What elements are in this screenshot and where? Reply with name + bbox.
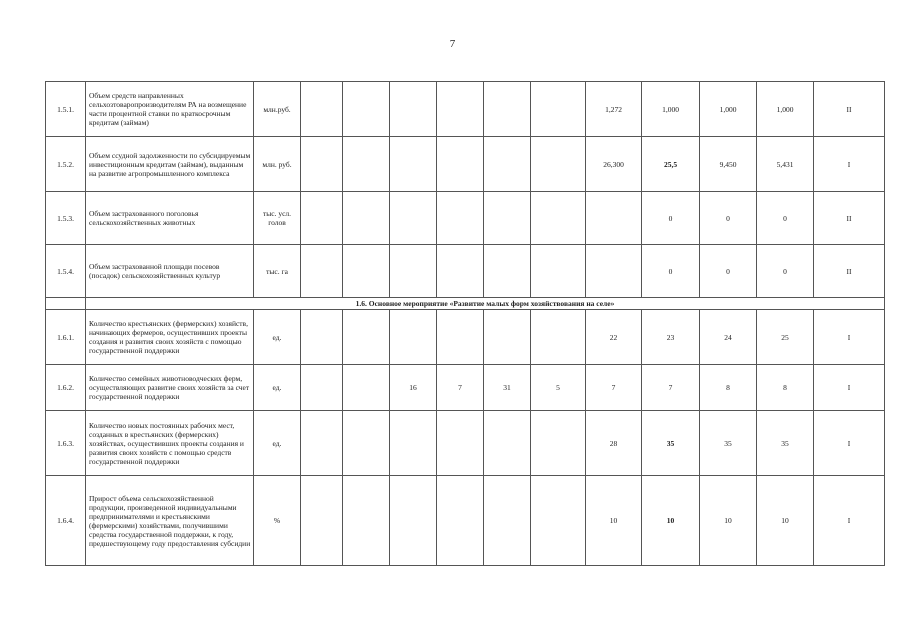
table-row (46, 82, 885, 137)
indicator-description: Объем средств направленных сельхозтоваропроизводителям РА на возмещение части процентной ставки по краткосрочным кредитам (займам) (86, 82, 254, 137)
value-cell (531, 192, 586, 245)
value-cell (484, 245, 531, 298)
value-cell (343, 82, 390, 137)
value-cell (531, 82, 586, 137)
value-cell: 0 (700, 245, 757, 298)
value-cell (586, 192, 642, 245)
value-cell (484, 411, 531, 476)
category-cell: I (814, 365, 885, 411)
value-cell: 25,5 (642, 137, 700, 192)
value-cell (301, 137, 343, 192)
unit-cell: % (254, 476, 301, 566)
value-cell (531, 137, 586, 192)
section-blank-cell (46, 298, 86, 310)
value-cell (531, 476, 586, 566)
value-cell: 25 (757, 310, 814, 365)
table-row (46, 137, 885, 192)
value-cell: 31 (484, 365, 531, 411)
row-number: 1.6.3. (46, 411, 86, 476)
value-cell: 7 (437, 365, 484, 411)
value-cell (437, 82, 484, 137)
unit-cell: млн.руб. (254, 82, 301, 137)
indicator-description: Прирост объема сельскохозяйственной продукции, произведенной индивидуальными предпринимателями и крестьянскими (фермерскими) хозяйствами, получившими средства государственной поддержки, к году, предшествующему году предоставления субсидии (86, 476, 254, 566)
category-cell: II (814, 192, 885, 245)
unit-cell: ед. (254, 411, 301, 476)
value-cell: 7 (642, 365, 700, 411)
page-number: 7 (449, 38, 456, 50)
indicator-description: Количество новых постоянных рабочих мест, созданных в крестьянских (фермерских) хозяйствах, осуществивших проекты создания и развития своих хозяйств с помощью средств государственной поддержки (86, 411, 254, 476)
value-cell: 1,000 (757, 82, 814, 137)
value-cell: 24 (700, 310, 757, 365)
value-cell (343, 192, 390, 245)
value-cell: 0 (700, 192, 757, 245)
unit-cell: ед. (254, 365, 301, 411)
table-row (46, 411, 885, 476)
value-cell (343, 411, 390, 476)
value-cell (301, 245, 343, 298)
value-cell (343, 310, 390, 365)
table-row (46, 245, 885, 298)
value-cell (343, 476, 390, 566)
indicator-description: Объем застрахованного поголовья сельскохозяйственных животных (86, 192, 254, 245)
value-cell: 26,300 (586, 137, 642, 192)
value-cell (343, 137, 390, 192)
value-cell (531, 245, 586, 298)
value-cell (390, 310, 437, 365)
value-cell (437, 476, 484, 566)
value-cell (390, 137, 437, 192)
section-header: 1.6. Основное мероприятие «Развитие малых форм хозяйствования на селе» (86, 298, 885, 310)
value-cell (437, 137, 484, 192)
value-cell (437, 310, 484, 365)
table-row (46, 310, 885, 365)
value-cell (484, 310, 531, 365)
value-cell: 5,431 (757, 137, 814, 192)
value-cell: 16 (390, 365, 437, 411)
value-cell: 10 (586, 476, 642, 566)
row-number: 1.6.1. (46, 310, 86, 365)
table-body-before (46, 82, 885, 298)
category-cell: I (814, 411, 885, 476)
value-cell (484, 476, 531, 566)
value-cell: 5 (531, 365, 586, 411)
value-cell: 8 (757, 365, 814, 411)
row-number: 1.5.2. (46, 137, 86, 192)
value-cell (484, 82, 531, 137)
value-cell (437, 192, 484, 245)
unit-cell: ед. (254, 310, 301, 365)
value-cell: 22 (586, 310, 642, 365)
table-row (46, 476, 885, 566)
value-cell: 10 (757, 476, 814, 566)
value-cell: 1,272 (586, 82, 642, 137)
category-cell: I (814, 476, 885, 566)
row-number: 1.5.4. (46, 245, 86, 298)
value-cell (301, 476, 343, 566)
category-cell: I (814, 310, 885, 365)
value-cell: 23 (642, 310, 700, 365)
value-cell (390, 192, 437, 245)
value-cell: 0 (757, 192, 814, 245)
category-cell: I (814, 137, 885, 192)
indicator-description: Количество семейных животноводческих ферм, осуществляющих развитие своих хозяйств за счет государственной поддержки (86, 365, 254, 411)
value-cell (390, 411, 437, 476)
value-cell: 35 (757, 411, 814, 476)
category-cell: II (814, 245, 885, 298)
value-cell: 9,450 (700, 137, 757, 192)
row-number: 1.6.2. (46, 365, 86, 411)
value-cell: 35 (700, 411, 757, 476)
value-cell: 0 (642, 192, 700, 245)
indicator-description: Объем застрахованной площади посевов (посадок) сельскохозяйственных культур (86, 245, 254, 298)
unit-cell: тыс. усл. голов (254, 192, 301, 245)
category-cell: II (814, 82, 885, 137)
value-cell (484, 137, 531, 192)
value-cell: 1,000 (700, 82, 757, 137)
value-cell: 0 (757, 245, 814, 298)
value-cell: 35 (642, 411, 700, 476)
value-cell: 10 (700, 476, 757, 566)
section-row-group (46, 298, 885, 310)
value-cell: 28 (586, 411, 642, 476)
table-row (46, 365, 885, 411)
row-number: 1.6.4. (46, 476, 86, 566)
value-cell: 1,000 (642, 82, 700, 137)
table-body-after (46, 310, 885, 566)
table-row (46, 192, 885, 245)
value-cell (390, 82, 437, 137)
value-cell (484, 192, 531, 245)
unit-cell: млн. руб. (254, 137, 301, 192)
unit-cell: тыс. га (254, 245, 301, 298)
value-cell (343, 365, 390, 411)
value-cell (301, 310, 343, 365)
value-cell: 7 (586, 365, 642, 411)
row-number: 1.5.1. (46, 82, 86, 137)
value-cell (531, 411, 586, 476)
value-cell (301, 82, 343, 137)
indicator-description: Объем ссудной задолженности по субсидируемым инвестиционным кредитам (займам), выданным на развитие агропромышленного комплекса (86, 137, 254, 192)
row-number: 1.5.3. (46, 192, 86, 245)
value-cell (531, 310, 586, 365)
value-cell (301, 365, 343, 411)
value-cell (437, 245, 484, 298)
value-cell (301, 411, 343, 476)
value-cell (343, 245, 390, 298)
section-row (46, 298, 885, 310)
value-cell: 8 (700, 365, 757, 411)
value-cell (390, 245, 437, 298)
value-cell (301, 192, 343, 245)
indicator-description: Количество крестьянских (фермерских) хозяйств, начинающих фермеров, осуществивших проекты создания и развития своих хозяйств с помощью государственной поддержки (86, 310, 254, 365)
value-cell: 0 (642, 245, 700, 298)
value-cell: 10 (642, 476, 700, 566)
value-cell (586, 245, 642, 298)
value-cell (437, 411, 484, 476)
indicators-table (45, 81, 885, 566)
value-cell (390, 476, 437, 566)
